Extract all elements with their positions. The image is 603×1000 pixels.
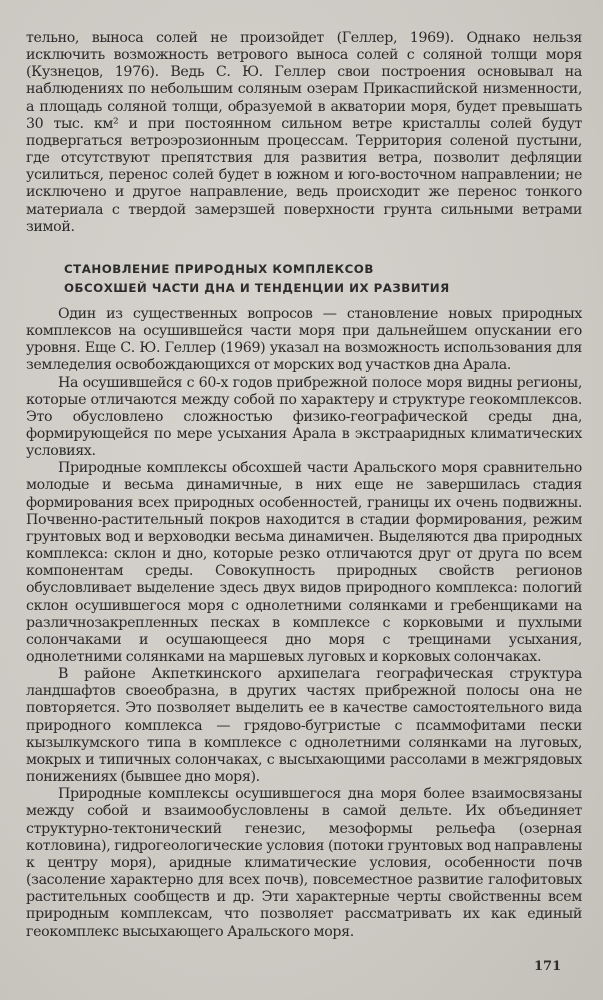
section-heading-line-1: СТАНОВЛЕНИЕ ПРИРОДНЫХ КОМПЛЕКСОВ (64, 261, 374, 276)
paragraph-3: Природные комплексы обсохшей части Аральского моря сравнительно молодые и весьма динамичные, в них еще не завершилась стадия формирования всех природных особенностей, границы их очень подвижны. Почвенно-растительный покров находится в стадии формирования, режим грунтовых вод и верховодки весьма динамичен. Выделяются два природных комплекса: склон и дно, которые резко отличаются друг от друга по всем компонентам среды. Совокупность природных свойств регионов обусловливает выделение здесь двух видов природного комплекса: пологий склон осушившегося моря с однолетними солянками и гребенщиками на различнозакрепленных песках в комплексе с корковыми и пухлыми солончаками и осушающееся дно моря с трещинами усыхания, однолетними солянками на маршевых луговых и корковых солончаках. (26, 460, 582, 665)
paragraph-1: Один из существенных вопросов — становление новых природных комплексов на осушившейся части моря при дальнейшем опускании его уровня. Еще С. Ю. Геллер (1969) указал на возможность использования для земледелия освобождающихся от морских вод участков дна Арала. (26, 305, 582, 374)
page-number: 171 (534, 959, 562, 974)
paragraph-2: На осушившейся с 60-х годов прибрежной полосе моря видны регионы, которые отличаются между собой по характеру и структуре геокомплексов. Это обусловлено сложностью физико-географической среды дна, формирующейся по мере усыхания Арала в экстрааридных климатических условиях. (26, 374, 582, 460)
page-content (26, 30, 582, 941)
section-heading (64, 260, 582, 298)
paragraph-4: В районе Акпеткинского архипелага географическая структура ландшафтов своеобразна, в других частях прибрежной полосы она не повторяется. Это позволяет выделить ее в качестве самостоятельного вида природного комплекса — грядово-бугристые с псаммофитами пески кызылкумского типа в комплексе с однолетними солянками на луговых, мокрых и типичных солончаках, с высыхающими рассолами в межгрядовых понижениях (бывшее дно моря). (26, 666, 582, 786)
paragraph-5: Природные комплексы осушившегося дна моря более взаимосвязаны между собой и взаимообусловлены в самой дельте. Их объединяет структурно-тектонический генезис, мезоформы рельефа (озерная котловина), гидрогеологические условия (потоки грунтовых вод направлены к центру моря), аридные климатические условия, особенности почв (засоление характерно для всех почв), повсеместное развитие галофитовых растительных сообществ и др. Эти характерные черты свойственны всем природным комплексам, что позволяет рассматривать их как единый геокомплекс высыхающего Аральского моря. (26, 786, 582, 940)
continuation-paragraph: тельно, выноса солей не произойдет (Геллер, 1969). Однако нельзя исключить возможность ветрового выноса солей с соляной толщи моря (Кузнецов, 1976). Ведь С. Ю. Геллер свои построения основывал на наблюдениях по небольшим соляным озерам Прикаспийской низменности, а площадь соляной толщи, образуемой в акватории моря, будет превышать 30 тыс. км² и при постоянном сильном ветре кристаллы солей будут подвергаться ветроэрозионным процессам. Территория соленой пустыни, где отсутствуют препятствия для развития ветра, позволит дефляции усилиться, перенос солей будет в южном и юго-восточном направлении; не исключено и другое направление, ведь происходит же перенос тонкого материала с твердой замерзшей поверхности грунта сильными ветрами зимой. (26, 30, 582, 235)
section-heading-line-2: ОБСОХШЕЙ ЧАСТИ ДНА И ТЕНДЕНЦИИ ИХ РАЗВИТИЯ (64, 280, 450, 295)
